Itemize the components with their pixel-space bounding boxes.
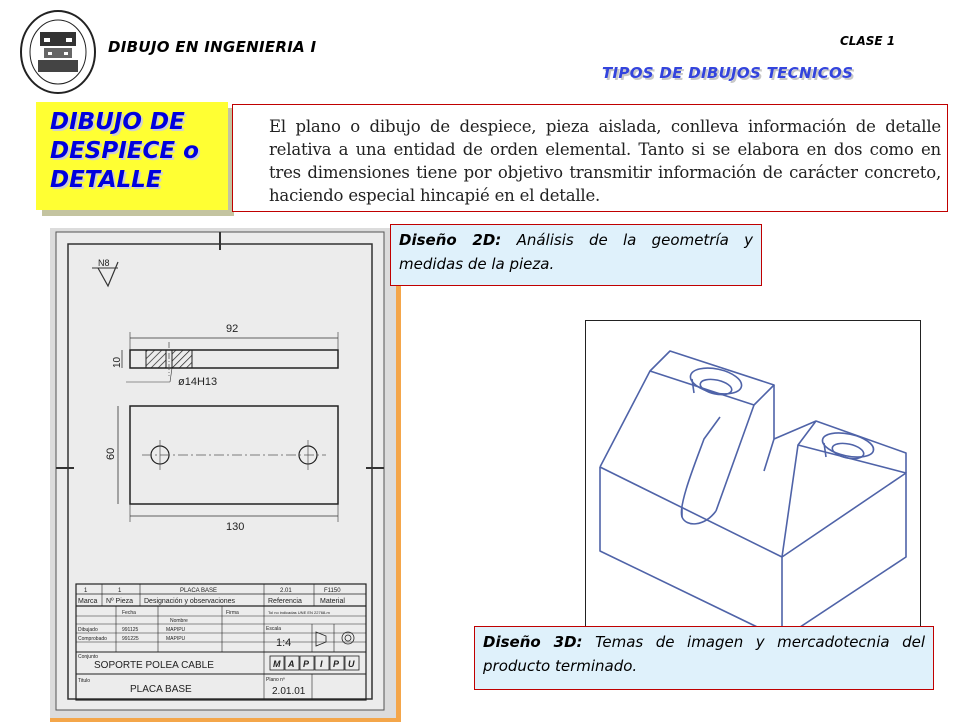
caption-3d-text: Temas de imagen y mercadotecnia del producto terminado. (483, 633, 925, 675)
technical-drawing-2d (50, 228, 401, 722)
tb-header-ref: Referencia (268, 598, 302, 605)
dim-hole: ø14H13 (178, 376, 218, 388)
tb-comprobado: Comprobado (78, 636, 107, 642)
logo-i: I (320, 659, 323, 669)
logo-p1: P (303, 659, 310, 669)
tb-dibujado-name: MAPIPU (166, 627, 186, 633)
university-seal-logo (18, 8, 98, 96)
tb-fecha: Fecha (122, 610, 136, 616)
caption-2d-text: Análisis de la geometría y medidas de la pieza. (399, 231, 753, 273)
tb-dibujado: Dibujado (78, 627, 98, 633)
caption-2d-design (390, 224, 762, 286)
tb-drawing-number: 2.01.01 (272, 686, 306, 697)
tb-header-material: Material (320, 598, 345, 605)
tb-row1-pieza: 1 (118, 588, 122, 594)
caption-3d-label: Diseño 3D: (483, 633, 583, 651)
roughness-symbol: N8 (98, 258, 110, 268)
tb-firma: Firma (226, 610, 239, 616)
tb-row1-ref: 2.01 (280, 588, 292, 594)
topic-title: TIPOS DE DIBUJOS TECNICOS (602, 64, 854, 82)
course-title: DIBUJO EN INGENIERIA I (108, 38, 317, 56)
section-title-box (36, 102, 228, 210)
caption-2d-label: Diseño 2D: (399, 231, 502, 249)
tb-conjunto: Conjunto (78, 654, 99, 660)
tb-dibujado-date: 991125 (122, 627, 139, 633)
section-title: DIBUJO DE DESPIECE o DETALLE (50, 109, 199, 193)
class-label: CLASE 1 (840, 34, 896, 48)
logo-p2: P (333, 659, 340, 669)
tb-plano: Plano nº (266, 677, 285, 683)
tb-row1-desig: PLACA BASE (180, 588, 218, 594)
definition-quote-box (232, 104, 948, 212)
tb-comprobado-name: MAPIPU (166, 636, 186, 642)
tb-titulo: Titulo (78, 678, 91, 684)
dim-130: 130 (226, 521, 245, 533)
tb-row1-material: F1150 (324, 588, 341, 594)
tb-assembly: SOPORTE POLEA CABLE (94, 660, 214, 671)
tb-scale: 1:4 (276, 637, 292, 649)
logo-u: U (348, 659, 355, 669)
tb-escala: Escala (266, 626, 282, 632)
dim-60: 60 (105, 447, 117, 460)
logo-m: M (273, 659, 281, 669)
isometric-view-3d (585, 320, 921, 642)
tb-part-title: PLACA BASE (130, 684, 192, 695)
dim-92: 92 (226, 323, 239, 335)
tb-row1-marca: 1 (84, 588, 88, 594)
tb-header-marca: Marca (78, 598, 98, 605)
tb-comprobado-date: 991225 (122, 636, 139, 642)
tb-header-pieza: Nº Pieza (106, 598, 134, 605)
definition-text: El plano o dibujo de despiece, pieza aislada, conlleva información de detalle relativa a una entidad de orden elemental. Tanto si se elabora en dos como en tres dimensiones tiene por objetivo transmitir información de carácter concreto, haciendo especial hincapié en el detalle. (269, 117, 941, 205)
caption-3d-design (474, 626, 934, 690)
tb-header-desig: Designación y observaciones (144, 598, 236, 605)
dim-10: 10 (112, 356, 123, 368)
logo-a: A (288, 659, 295, 669)
tb-nombre: Nombre (170, 618, 188, 624)
tb-tol: Tol no indicadas UNE EN 22768-m (268, 610, 330, 615)
